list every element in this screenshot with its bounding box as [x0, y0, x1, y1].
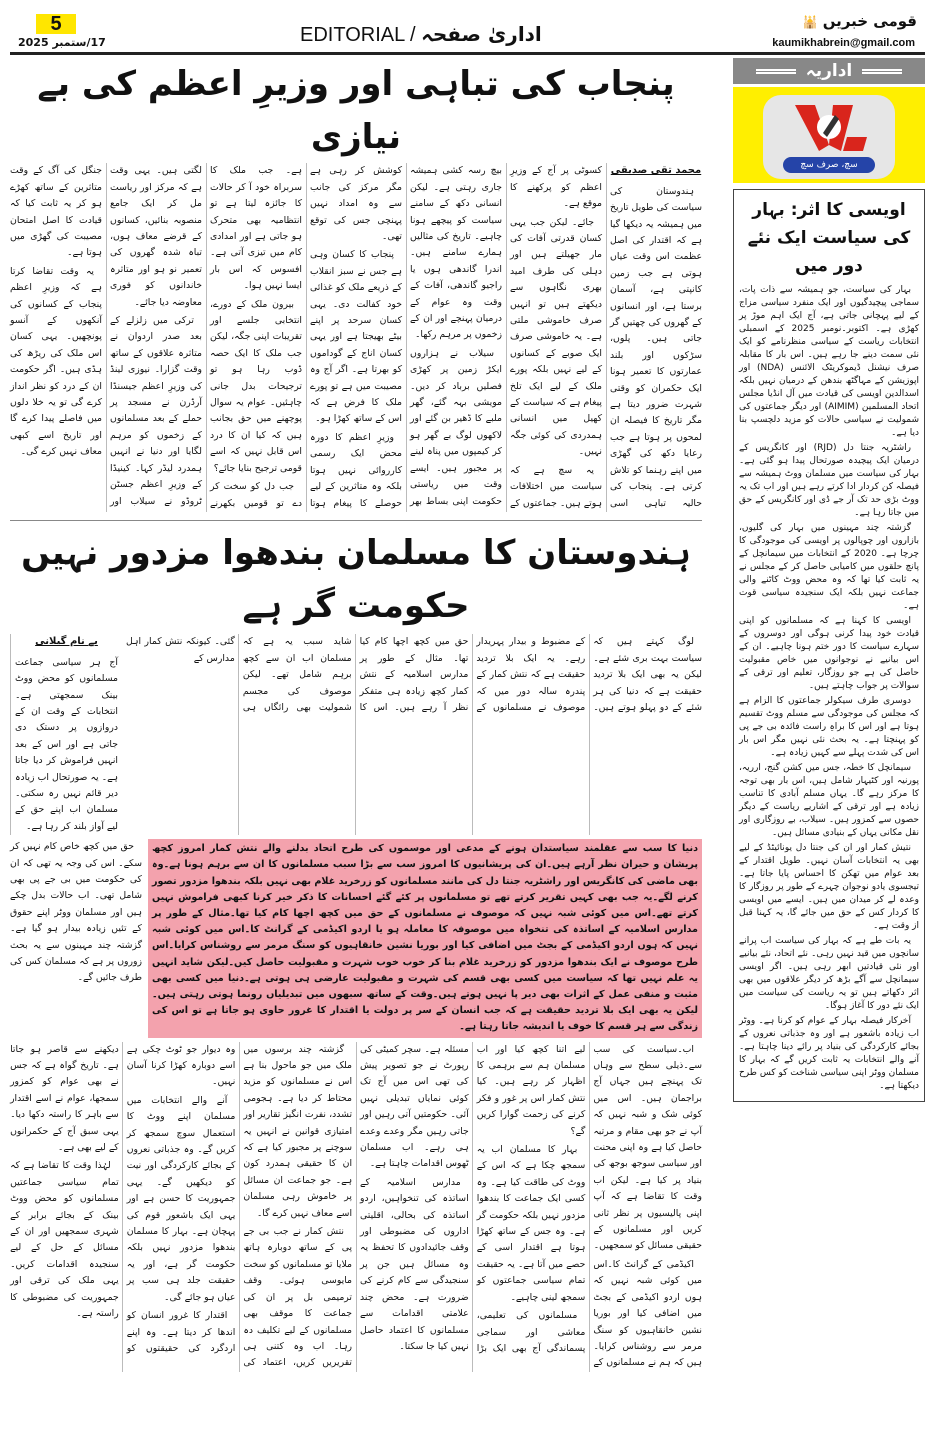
section-title	[300, 22, 542, 47]
page-number: 5	[36, 14, 76, 34]
paragraph: لہٰذا وقت کا تقاضا ہے کہ تمام سیاسی جماعتیں مسلمانوں کو محض ووٹ بینک کے بجائے برابر کے شہری سمجھیں اور ان کے مسائل کے حل کے لیے سنجیدہ اقدامات کریں۔ یہی ملک کی ترقی اور جمہوریت کی مضبوطی کا راستہ ہے۔	[10, 1160, 119, 1320]
minaret-icon: 🕌	[802, 15, 818, 29]
highlighted-excerpt: دنیا کا سب سے عقلمند سیاستدان ہونے کے مدعی اور موسموں کی طرح اتحاد بدلنے والے نتش کمار امروز کچھ پریشان و حیران نظر آرہے ہیں۔ان کی پریشانیوں کا امروز سب سے بڑا سبب مسلمانوں کا ان سے برہم ہونا ہے۔وہ بھی ماضی کی کانگریس اور راشٹریہ جنتا دل کی مانند مسلمانوں کو زرخرید غلام بھی نہیں بلکہ بندھوا مزدور تصور کرنے لگے۔یہ جب بھی کہیں تقریر کرتے تھے تو مسلمانوں پر کئے گئے احسانات کا ذکر خیر کرنا کبھی فراموش نہیں کرتے تھے۔اس میں کوئی شبہ نہیں کہ موصوف نے مسلمانوں کے حق میں کچھ اچھا کام کیا تھا۔مثال کے طور پر مدارس اسلامیہ کے اساتذہ کی تنخواہ میں موصوفہ کا معاملہ ہو یا اردو اکیڈمی کے گرانٹ کا۔اس میں کوئی شبہ نہیں کہ ہوں اردو اکیڈمی کے بجٹ میں اضافی کیا اور بوریا نشین خانقاہیوں کو سنگ مرمر سے روشناس کرایا۔اس طرح موصوف نے ایک بندھوا مزدور کو زرخرید غلام بنا کر خوب خوب شہرت و مقبولیت حاصل کیں۔لیکن شاید انہیں یہ علم نہیں تھا کہ سیاست میں کسی بھی قسم کی شہرت و مقبولیت عارضی ہی ہوتی ہے۔دنیا میں کسی بھی مثبت و منفی عمل کے اثرات بھی دیر پا نہیں ہوتے ہیں۔وقت کے ساتھ سبھوں میں تبدیلیاں رونما ہوتی رہتی ہیں۔لیکن یہ بھی ایک بلا تردید حقیقت ہے کہ جب انسان کے سر پر دولت یا اقتدار کا غرور حاوی ہو جاتا ہے تو اس کی زندگی سے ہر قسم کا خوف یا اندیشہ جاتا رہتا ہے۔	[148, 839, 702, 1037]
article2-body-top	[126, 634, 702, 835]
article2-body-bottom	[10, 1042, 702, 1372]
paragraph: یہ بات طے ہے کہ بہار کی سیاست اب پرانے سانچوں میں قید نہیں رہی۔ نئے اتحاد، نئے بیانیے اور نئی قیادتیں ابھر رہی ہیں۔ اگر اویسی سیمانچل سے آگے بڑھ کر دیگر علاقوں میں بھی اثر دکھاتے ہیں تو یہ ریاست کی سیاست میں ایک نئے دور کا آغاز ہوگا۔	[739, 936, 919, 1011]
paragraph: لوگ کہتے ہیں کہ سیاست بہت بری شئے ہے۔لیکن یہ بھی ایک بلا تردید حقیقت ہے کہ دنیا کی ہر شئے کے دو پہلو ہوتے ہیں۔ کے مضبوط و بیدار پہریدار رہے۔ یہ ایک بلا تردید حقیقت ہے کہ نتش کمار کے پندرہ سالہ دور میں کہ موصوف نے مسلمانوں کے حق میں کچھ اچھا کام کیا تھا۔ مثال کے طور پر مدارس اسلامیہ کے نتش کمار کچھ زیادہ ہی متفکر نظر آ رہے ہیں۔ اس کا شاید سبب یہ ہے کہ مسلمان اب ان سے کچھ برہم شامل تھے۔ لیکن موصوف کی مجسم شمولیت بھی رائگاں ہی گئی۔ کیونکہ نتش کمار اہل مدارس کے	[126, 636, 702, 713]
page-columns	[10, 58, 925, 1372]
paragraph: نتیش کمار اور ان کی جنتا دل یونائیٹڈ کے لیے بھی یہ انتخابات آسان نہیں۔ طویل اقتدار کے بعد عوام میں تھکن کا احساس پایا جاتا ہے۔ تیجسوی یادو نوجوان چہرے کے طور پر روزگار کا وعدہ لے کر میدان میں ہیں۔ ایسے میں اویسی کا کردار کس کے حق میں جائے گا، یہ کہنا قبل از وقت ہے۔	[739, 843, 919, 931]
paragraph: یہ سچ ہے کہ سیاست میں اختلافات ہوتے ہیں۔ جماعتوں کے بیچ رسہ کشی ہمیشہ جاری رہتی ہے۔ لیکن انسانی دکھ کے سامنے سیاست کو پیچھے ہونا چاہیے۔ تاریخ کی مثالیں ہمارے سامنے ہیں۔ اندرا گاندھی ہوں یا راجیو گاندھی، آفات کے وقت وہ عوام کے درمیان پہنچے اور ان کے زخموں پر مرہم رکھا۔	[410, 165, 602, 509]
decor-lines	[862, 69, 902, 74]
paragraph: ہندوستان کی سیاست کی طویل تاریخ میں ہمیشہ یہ دیکھا گیا ہے کہ اقتدار کی اصل عظمت اس وقت عیاں ہوتی ہے جب زمین کانپتی ہے، آسمان برستا ہے، اور انسانوں کے گھروں کی چھتیں گر جاتی ہیں۔ پلوں، سڑکوں اور بلند عمارتوں کا تعمیر ہونا ایک حکمران کو وقتی شہرت ضرور دیتا ہے مگر تاریخ کا فیصلہ ان لمحوں پر ہوتا ہے جب رعایا دکھ کی گھڑی میں اپنے رہنما کو تلاش کرتی ہے۔ پنجاب کی حالیہ تباہی اسی کسوٹی پر آج کے وزیرِ اعظم کو پرکھنے کا موقع ہے۔	[510, 165, 702, 509]
article2-body-left	[10, 839, 142, 989]
sidebar	[733, 58, 925, 1102]
header-divider	[10, 52, 925, 55]
paragraph: بیرون ملک کے دورے، انتخابی جلسے اور تقریبات اپنی جگہ، لیکن جب ملک کا ایک حصہ ڈوب رہا ہو تو ترجیحات بدل جانی چاہئیں۔ عوام یہ سوال پوچھنے میں حق بجانب ہیں کہ کیا ان کا درد اس قابل نہیں کہ اسے قومی ترجیح بنایا جائے؟	[210, 298, 302, 474]
paragraph: وزیرِ اعظم کا دورہ محض ایک رسمی کارروائی نہیں ہوتا بلکہ وہ متاثرین کے لیے حوصلے کا پیغام ہوتا ہے۔ جب ملک کا سربراہ خود آ کر حالات کا جائزہ لیتا ہے تو انتظامیہ بھی متحرک ہو جاتی ہے اور امدادی کام میں تیزی آتی ہے۔ افسوس کہ اس بار ایسا نہیں ہوا۔	[210, 165, 402, 509]
logo	[763, 95, 895, 179]
paragraph: سیلاب نے ہزاروں ایکڑ زمین پر کھڑی فصلیں برباد کر دیں۔ مویشی بہہ گئے، گھر ملبے کا ڈھیر بن گئے اور لاکھوں لوگ بے گھر ہو کر کیمپوں میں پناہ لینے پر مجبور ہیں۔ ایسے وقت میں ریاستی حکومت اپنی بساط بھر کوشش کر رہی ہے مگر مرکز کی جانب سے وہ امداد نہیں پہنچی جس کی توقع تھی۔	[310, 165, 502, 507]
paragraph: نتش کمار نے جب بی جے پی کے ساتھ دوبارہ ہاتھ ملایا تو مسلمانوں کو سخت مایوسی ہوئی۔ وقف ترمیمی بل پر ان کی جماعت کا موقف بھی مسلمانوں کے لیے تکلیف دہ رہا۔ اب وہ کتنی ہی تقریریں کریں، اعتماد کی وہ دیوار جو ٹوٹ چکی ہے اسے دوبارہ کھڑا کرنا آسان نہیں۔	[126, 1043, 353, 1369]
paragraph: سیمانچل کا خطہ، جس میں کشن گنج، ارریہ، پورنیہ اور کٹیہار شامل ہیں، اس بار بھی توجہ کا مرکز رہے گا۔ یہاں مسلم آبادی کا تناسب زیادہ ہے اور ترقی کے اشاریے ریاست کے دیگر حصوں سے کمزور ہیں۔ سیلاب، بے روزگاری اور نقل مکانی یہاں کے بنیادی مسائل ہیں۔	[739, 763, 919, 838]
paragraph: آنے والے انتخابات میں مسلمان اپنے ووٹ کا استعمال سوچ سمجھ کر کریں گے۔ وہ جذباتی نعروں کے بجائے کارکردگی اور نیت کو دیکھیں گے۔ یہی جمہوریت کا حسن ہے اور یہی ایک باشعور قوم کی پہچان ہے۔ بہار کا مسلمان بندھوا مزدور نہیں بلکہ حکومت گر ہے، اور یہ حقیقت جلد ہی سب پر عیاں ہو جائے گی۔	[126, 1094, 236, 1303]
article2-body-right	[15, 655, 118, 835]
article2-headline: ہندوستان کا مسلمان بندھوا مزدور نہیں حکومت گر ہے	[21, 532, 691, 626]
decor-lines	[756, 69, 796, 74]
paragraph: مسلمانوں کی تعلیمی، معاشی اور سماجی پسماندگی آج بھی ایک بڑا مسئلہ ہے۔ سچر کمیٹی کی رپورٹ نے جو تصویر پیش کی تھی اس میں آج تک کوئی نمایاں تبدیلی نہیں آئی۔ حکومتیں آتی رہیں اور جاتی رہیں مگر وعدے وعدے ہی رہے۔ اب مسلمان ٹھوس اقدامات چاہتا ہے۔	[360, 1043, 586, 1354]
contact-email: kaumikhabrein@gmail.com	[772, 37, 915, 49]
issue-date: 17/ستمبر 2025	[18, 36, 106, 49]
editorial-logo-panel	[733, 87, 925, 183]
paragraph: اقتدار کا غرور انسان کو اندھا کر دیتا ہے۔ وہ اپنے اردگرد کی حقیقتوں کو دیکھنے سے قاصر ہو جاتا ہے۔ تاریخ گواہ ہے کہ جس نے بھی عوام کو کمزور سمجھا، عوام نے اسے اقتدار سے باہر کا راستہ دکھا دیا۔ یہی سبق آج کے حکمرانوں کے لیے بھی ہے۔	[10, 1043, 236, 1354]
paragraph: دوسری طرف سیکولر جماعتوں کا الزام ہے کہ مجلس کی موجودگی سے مسلم ووٹ تقسیم ہوتا ہے اور اس کا براہِ راست فائدہ بی جے پی کو پہنچتا ہے۔ یہ بحث نئی نہیں مگر اس بار اس کی شدت پہلے سے کہیں زیادہ ہے۔	[739, 696, 919, 758]
article1-headline: پنجاب کی تباہی اور وزیرِ اعظم کی بے نیازی	[37, 64, 675, 157]
sidebar-headline: اویسی کا اثر: بہار کی سیاست ایک نئے دور میں	[747, 200, 911, 276]
brand-name: قومی خبریں	[822, 12, 917, 30]
article2-top-band	[10, 634, 702, 835]
editorial-label-bar	[733, 58, 925, 84]
article2-middle-band	[10, 839, 702, 1037]
paragraph: آخرکار فیصلہ بہار کے عوام کو کرنا ہے۔ ووٹر اب زیادہ باشعور ہے اور وہ جذباتی نعروں کے بجائے کارکردگی کی بنیاد پر رائے دینا چاہتا ہے۔ آنے والے انتخابات یہ ثابت کریں گے کہ بہار کا مسلمان ووٹر اپنی سیاسی شناخت کو کس طرح دیکھتا ہے۔	[739, 1016, 919, 1091]
paragraph: حق میں کچھ خاص کام نہیں کر سکے۔ اس کی وجہ یہ تھی کہ ان کی حکومت میں بی جے پی بھی شامل تھی۔ اب حالات بدل چکے ہیں اور مسلمان ووٹر اپنے حقوق کے تئیں زیادہ بیدار ہو گیا ہے۔ گزشتہ چند مہینوں سے یہ بحث زوروں پر ہے کہ مسلمان کس کی طرف جائیں گے۔	[10, 841, 142, 984]
section-title-ur: اداریٰ صفحہ	[421, 22, 542, 46]
paragraph: جب دل کو سخت کر دے تو قومیں بکھرنے لگتی ہیں۔ یہی وقت ہے کہ مرکز اور ریاست مل کر ایک جامع منصوبہ بنائیں، کسانوں کے قرضے معاف ہوں، تباہ شدہ گھروں کی تعمیر نو ہو اور متاثرہ خاندانوں کو فوری معاوضہ دیا جائے۔	[110, 165, 302, 509]
paragraph: پنجاب کا کسان وہی ہے جس نے سبز انقلاب کے ذریعے ملک کو غذائی خود کفالت دی۔ یہی کسان سرحد پر اپنے بیٹے بھیجتا ہے اور یہی کسان اناج کے گوداموں کو بھرتا ہے۔ اگر آج وہ مصیبت میں ہے تو پورے ملک کا فرض ہے کہ اس کے ساتھ کھڑا ہو۔	[310, 249, 402, 425]
sidebar-article	[733, 189, 925, 1102]
article1-author: محمد تقی صدیقی	[610, 165, 702, 177]
sidebar-body	[734, 284, 924, 1093]
section-title-en: EDITORIAL /	[300, 24, 416, 46]
article2-author-column	[10, 634, 118, 835]
paragraph: گزشتہ چند مہینوں میں بہار کی گلیوں، بازاروں اور چوپالوں پر اویسی کی موجودگی کا چرچا ہے۔ 2020 کے انتخابات میں سیمانچل کے پانچ حلقوں میں کامیابی حاصل کر کے مجلس نے یہ ثابت کیا تھا کہ وہ محض ووٹ کاٹنے والی جماعت نہیں بلکہ ایک سنجیدہ سیاسی قوت ہے۔	[739, 523, 919, 611]
article-divider	[10, 520, 702, 521]
newspaper-brand	[803, 12, 918, 30]
paragraph: آج ہر سیاسی جماعت مسلمانوں کو محض ووٹ بینک سمجھتی ہے۔ انتخابات کے وقت ان کے دروازوں پر دستک دی جاتی ہے اور اس کے بعد انہیں فراموش کر دیا جاتا ہے۔ یہ صورتحال اب زیادہ دیر قائم نہیں رہ سکتی۔ مسلمان اب اپنے حق کے لیے آواز بلند کر رہا ہے۔	[15, 656, 118, 832]
paragraph: اکیڈمی کے گرانٹ کا۔اس میں کوئی شبہ نہیں کہ ہوں اردو اکیڈمی کے بجٹ میں اضافی کیا اور بوریا نشین خانقاہیوں کو سنگ مرمر سے روشناس کرایا۔ ہیں کہ ہم نے مسلمانوں کے لیے اتنا کچھ کیا اور اب مسلمان ہم سے برہمی کا اظہار کر رہے ہیں۔ کیا نتش کمار اس پر غور و فکر کرنے کی زحمت گوارا کریں گے؟	[476, 1043, 702, 1369]
paragraph: راشٹریہ جنتا دل (RJD) اور کانگریس کے درمیان ایک پیچیدہ صورتحال پیدا ہو گئی ہے۔ بہار کی سیاست میں مسلمان ووٹ ہمیشہ سے فیصلہ کن کردار ادا کرتے رہے ہیں اور اب تک یہ ووٹ بڑی حد تک آر جے ڈی اور کانگریس کے حق میں جاتا رہا ہے۔	[739, 443, 919, 518]
paragraph: جائے۔ لیکن جب یہی کسان قدرتی آفات کی مار جھیلتے ہیں اور دہلی کی طرف امید بھری نگاہوں سے دیکھتے ہیں تو انہیں صرف خاموشی ملتی ہے۔ یہ خاموشی صرف ایک صوبے کے کسانوں کے لیے نہیں بلکہ پورے ملک کے لیے ایک تلخ پیغام ہے کہ سیاست کے کھیل میں انسانی ہمدردی کی کوئی جگہ نہیں۔	[510, 216, 602, 458]
paragraph: اویسی کا کہنا ہے کہ مسلمانوں کو اپنی قیادت خود پیدا کرنی ہوگی اور دوسروں کے سہارے سیاست کا دور ختم ہونا چاہیے۔ ان کے اس بیانیے نے نوجوانوں میں خاص مقبولیت حاصل کی ہے جو روزگار، تعلیم اور ترقی کے سوالات پر جواب چاہتے ہیں۔	[739, 616, 919, 691]
paragraph: مدارس اسلامیہ کے اساتذہ کی تنخواہیں، اردو اساتذہ کی بحالی، اقلیتی اداروں کی مضبوطی اور وقف جائیدادوں کا تحفظ یہ وہ مسائل ہیں جن پر سنجیدگی سے کام کرنے کی ضرورت ہے۔ محض چند علامتی اقدامات سے مسلمانوں کا اعتماد حاصل نہیں کیا جا سکتا۔	[360, 1176, 469, 1352]
article2-author: بے نام گیلانی	[35, 636, 98, 648]
paragraph: ترکی میں زلزلے کے بعد صدر اردوان نے متاثرہ علاقوں کے ساتھ وقت گزارا۔ نیوزی لینڈ کی وزیرِ اعظم جیسنڈا آرڈرن نے مسجد پر حملے کے بعد مسلمانوں کے زخموں کو مرہم لگایا اور دنیا نے انہیں ہمدرد لیڈر کہا۔ کینیڈا کے وزیرِ اعظم جسٹن ٹروڈو نے سیلاب اور جنگل کی آگ کے وقت متاثرین کے ساتھ کھڑے ہو کر یہ ثابت کیا کہ قیادت کا اصل امتحان مصیبت کی گھڑی میں ہوتا ہے۔	[10, 165, 202, 507]
paragraph: اب۔سیاست کی سب سے۔ذیلی سطح سے وہاں تک پہنچے ہیں جہاں آج براجمان ہیں۔ اس میں کوئی شک و شبہ نہیں کہ آپ نے جو بھی مقام و مرتبہ حاصل کیا ہے وہ اپنی محنت اور سیاسی سوجھ بوجھ کی بنیاد پر کیا ہے۔ لیکن اب وقت کا تقاضا ہے کہ آپ اپنی پالیسیوں پر نظر ثانی کریں اور مسلمانوں کے حقیقی مسائل کو سمجھیں۔	[593, 1043, 702, 1252]
paragraph: یہ وقت تقاضا کرتا ہے کہ وزیرِ اعظم پنجاب کے کسانوں کی آنکھوں کے آنسو پونچھیں۔ یہی کسان اس ملک کی ریڑھ کی ہڈی ہیں۔ اگر حکومت ان کے درد کو نظر انداز کرے گی تو یہ خلا دلوں میں فاصلے پیدا کرے گا اور تاریخ اسے کبھی معاف نہیں کرے گی۔	[10, 265, 102, 458]
paragraph: بہار کا مسلمان اب یہ سمجھ چکا ہے کہ اس کے ووٹ کی طاقت کیا ہے۔ وہ کسی ایک جماعت کا بندھوا مزدور نہیں بلکہ حکومت گر ہے۔ وہ جس کے ساتھ کھڑا ہوتا ہے اقتدار اسی کے حصے میں آتا ہے۔ یہ حقیقت تمام سیاسی جماعتوں کو سمجھ لینی چاہیے۔	[476, 1144, 586, 1303]
pen-logo-icon	[763, 97, 895, 157]
paragraph: گزشتہ چند برسوں میں ملک میں جو ماحول بنا ہے اس نے مسلمانوں کو مزید محتاط کر دیا ہے۔ ہجومی تشدد، نفرت انگیز تقاریر اور امتیازی قوانین نے انہیں یہ سوچنے پر مجبور کیا ہے کہ ان کا حقیقی ہمدرد کون ہے۔ جو جماعت ان مسائل پر خاموش رہی مسلمان اسے معاف نہیں کرے گا۔	[243, 1043, 353, 1219]
paragraph: بہار کی سیاست، جو ہمیشہ سے ذات پات، سماجی پیچیدگیوں اور ایک منفرد سیاسی مزاج کے لیے پہچانی جاتی ہے، آج ایک اہم موڑ پر کھڑی ہے۔ اکتوبر۔نومبر 2025 کے اسمبلی انتخابات ریاست کے سیاسی منظرنامے کو ایک نئی سمت دینے جا رہے ہیں۔ اس بار کا مقابلہ صرف نیشنل ڈیموکریٹک الائنس (NDA) اور اپوزیشن کے مہاگٹھ بندھن کے درمیان نہیں بلکہ اسدالدین اویسی کی قیادت میں آل انڈیا مجلس اتحاد المسلمین (AIMIM) اور دیگر جماعتوں کی شمولیت نے سیاسی حالات کو مزید دلچسپ بنا دیا ہے۔	[739, 285, 919, 438]
main-area	[10, 58, 702, 1372]
logo-slogan: سچ، صرف سچ	[783, 157, 875, 173]
article1-body	[10, 163, 702, 512]
editorial-label: اداریہ	[805, 61, 853, 81]
